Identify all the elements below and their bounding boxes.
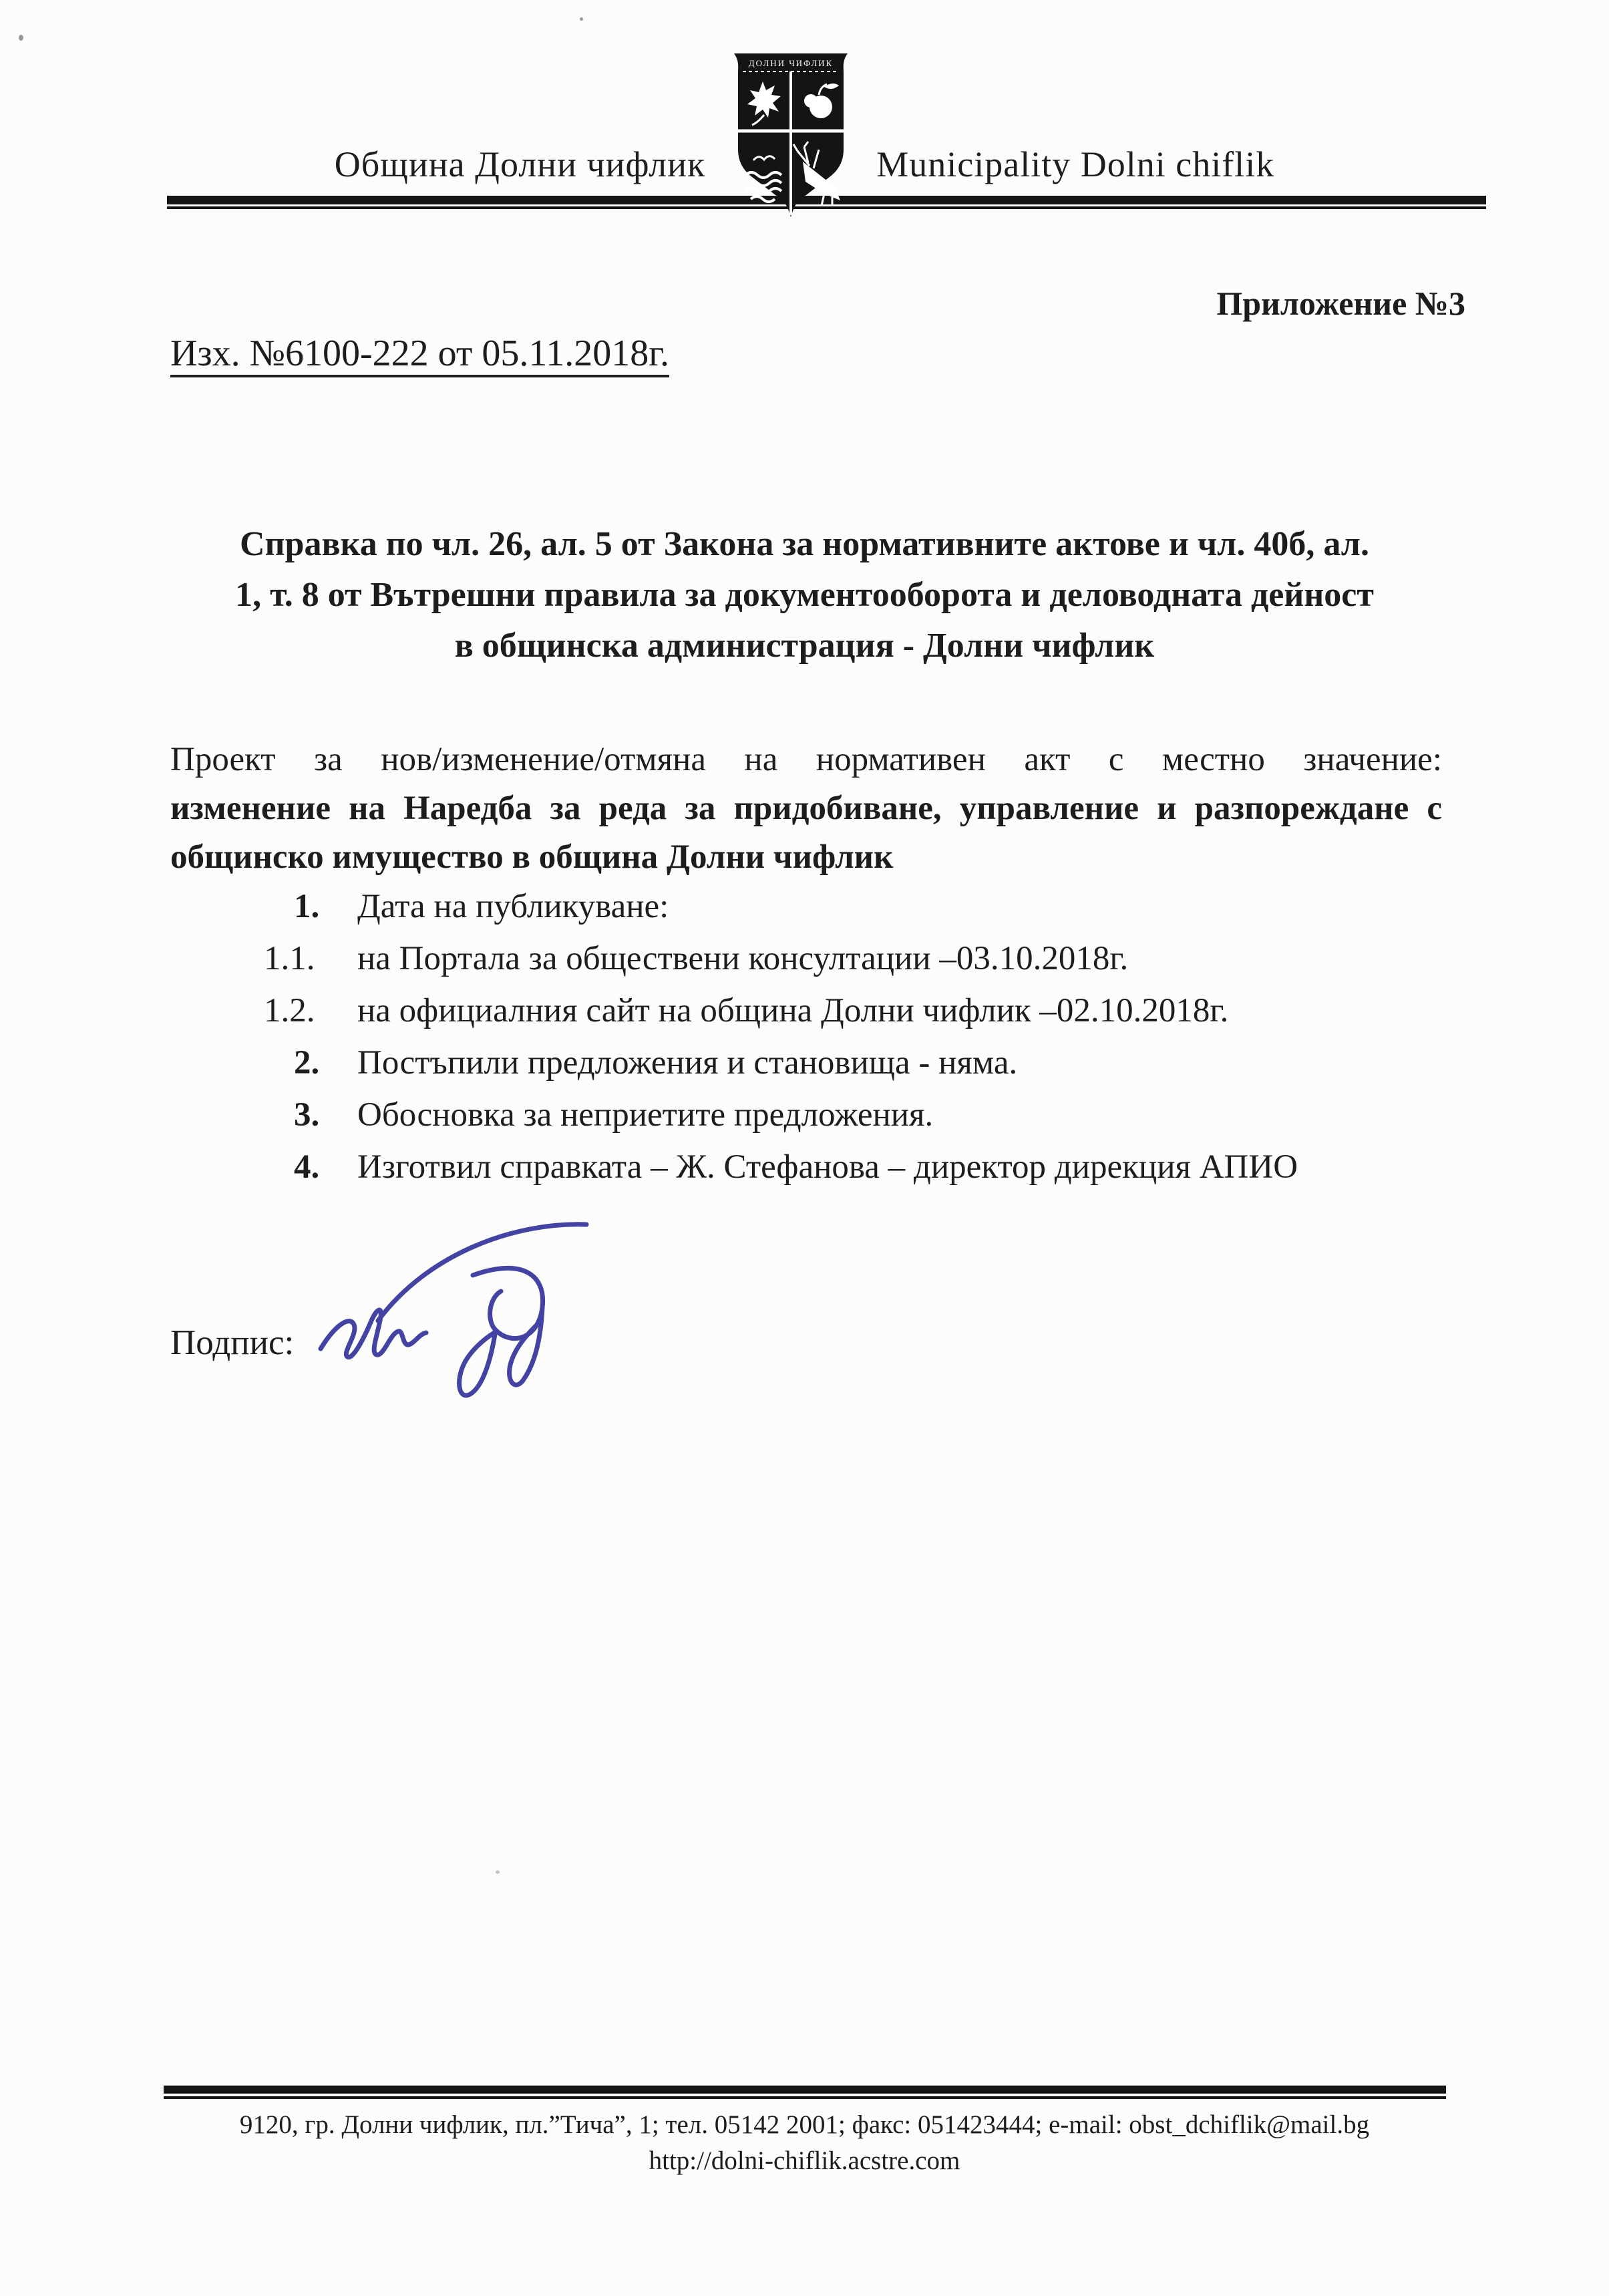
shield-banner-text: ДОЛНИ ЧИФЛИК: [749, 58, 834, 68]
list-item-number: 2.: [294, 1044, 320, 1082]
list-item-number: 3.: [294, 1096, 320, 1134]
list-item-text: Изготвил справката – Ж. Стефанова – директор дирекция АПИО: [357, 1148, 1298, 1186]
list-item-number: 1.: [294, 888, 320, 925]
annex-label: Приложение №3: [1216, 285, 1465, 322]
document-title-line-2: 1, т. 8 от Вътрешни правила за документооборота и деловодната дейност: [235, 576, 1374, 614]
list-item: [294, 1045, 1442, 1081]
footer: [0, 2086, 1609, 2179]
header: [0, 0, 1609, 222]
scan-artifact: [19, 35, 23, 41]
list-item-text: Обосновка за неприетите предложения.: [357, 1096, 934, 1134]
municipality-name-bg: Община Долни чифлик: [334, 144, 706, 184]
document-title-line-3: в общинска администрация - Долни чифлик: [454, 627, 1155, 665]
signature-label: Подпис:: [170, 1323, 295, 1362]
lead-paragraph: [170, 735, 1442, 882]
scan-artifact: [496, 1870, 500, 1874]
document-title-line-1: Справка по чл. 26, ал. 5 от Закона за нормативните актове и чл. 40б, ал.: [240, 525, 1369, 563]
list-item-number: 1.2.: [264, 992, 315, 1029]
list-item: [294, 888, 1442, 925]
municipality-name-en: Municipality Dolni chiflik: [876, 144, 1275, 184]
list-item-text: на официалния сайт на община Долни чифлик –02.10.2018г.: [357, 992, 1229, 1029]
footer-website-line: http://dolni-chiflik.acstre.com: [649, 2146, 960, 2175]
list-item: [264, 993, 1442, 1029]
list-item: [264, 941, 1442, 977]
shield-icon: [720, 51, 862, 219]
footer-address-line: 9120, гр. Долни чифлик, пл.”Тича”, 1; тел. 05142 2001; факс: 051423444; e-mail: obst_dchiflik@mail.bg: [239, 2110, 1370, 2139]
list-item-text: Дата на публикуване:: [357, 888, 669, 925]
list-item-number: 1.1.: [264, 940, 315, 977]
footer-rule-thin: [164, 2096, 1446, 2099]
list-item-text: на Портала за обществени консултации –03.10.2018г.: [357, 940, 1129, 977]
footer-rule: [164, 2086, 1446, 2099]
reference-number: Изх. №6100-222 от 05.11.2018г.: [170, 333, 669, 374]
list-item: [294, 1097, 1442, 1133]
list-item-text: Постъпили предложения и становища - няма.: [357, 1044, 1018, 1082]
coat-of-arms: [720, 51, 862, 222]
lead-subject: изменение на Наредба за реда за придобиване, управление и разпореждане с общинско имущество в община Долни чифлик: [170, 790, 1442, 876]
footer-rule-thick: [164, 2086, 1446, 2094]
numbered-list: [170, 888, 1442, 1185]
document-title: [0, 519, 1609, 671]
list-item-number: 4.: [294, 1148, 320, 1186]
footer-text: [0, 2107, 1609, 2179]
lead-intro: Проект за нов/изменение/отмяна на нормативен акт с местно значение:: [170, 741, 1442, 778]
handwritten-signature-icon: [301, 1190, 594, 1420]
list-item: [294, 1149, 1442, 1185]
signature-block: [170, 1264, 1609, 1438]
scan-artifact: [580, 17, 583, 21]
